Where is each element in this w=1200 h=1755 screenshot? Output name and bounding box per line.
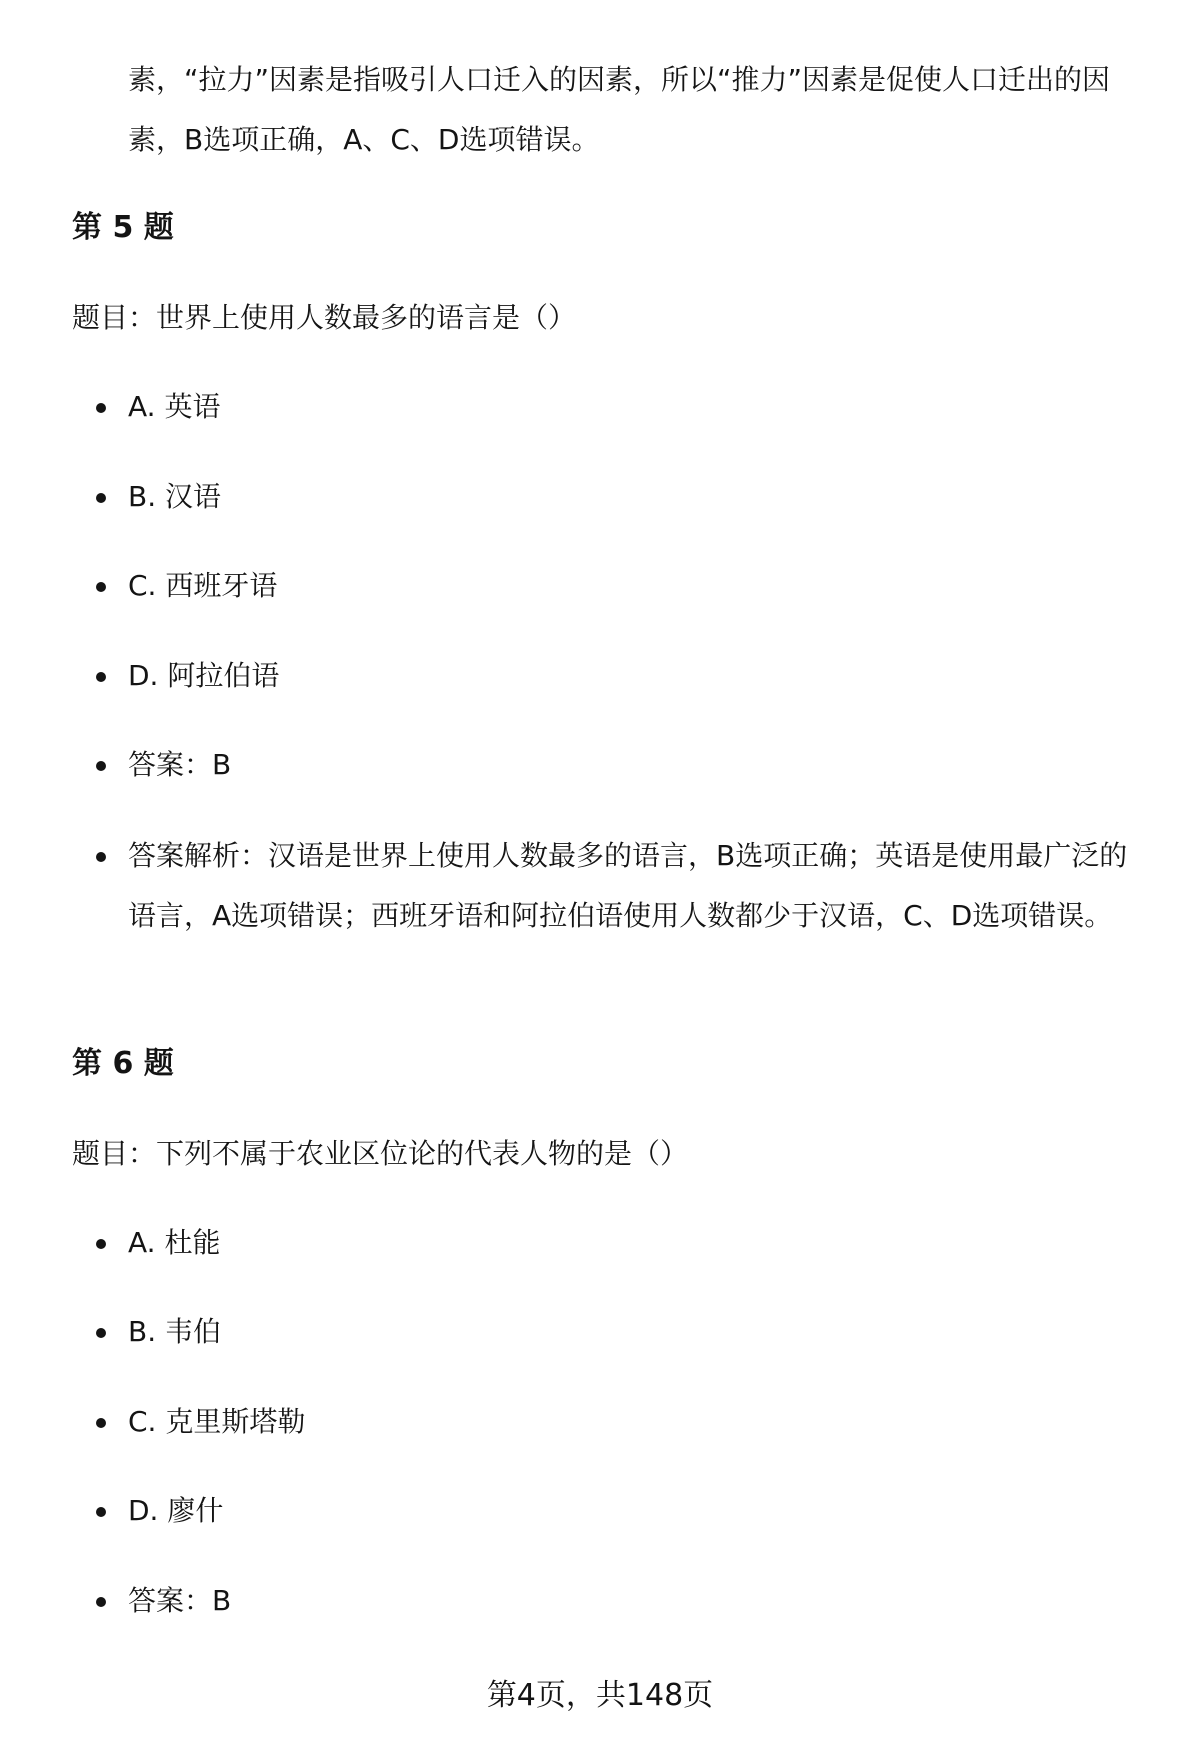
question-5-answer: [96, 745, 1146, 785]
bullet-icon: [96, 1581, 128, 1621]
previous-explanation-continuation: 素，“拉力”因素是指吸引人口迁入的因素，所以“推力”因素是促使人口迁出的因素，B选项正确，A、C、D选项错误。: [128, 63, 1111, 156]
answer-text: 答案：B: [128, 748, 232, 781]
bullet-icon: [96, 566, 128, 606]
page-footer: 第4页，共148页: [486, 1678, 714, 1713]
bullet-icon: [96, 1402, 128, 1442]
option-text: D. 廖什: [128, 1494, 224, 1527]
bullet-icon: [96, 1312, 128, 1352]
question-6-answer: [96, 1581, 1146, 1621]
question-6-option-d: [96, 1491, 1146, 1531]
question-5-option-c: [96, 566, 1146, 606]
question-5-option-b: [96, 477, 1146, 517]
bullet-icon: [96, 1223, 128, 1263]
question-5-option-a: [96, 387, 1146, 427]
option-text: A. 英语: [128, 390, 221, 423]
question-5-option-d: [96, 656, 1146, 696]
bullet-icon: [96, 1491, 128, 1531]
bullet-icon: [96, 826, 128, 886]
question-6-option-b: [96, 1312, 1146, 1352]
option-text: C. 克里斯塔勒: [128, 1405, 306, 1438]
bullet-icon: [96, 387, 128, 427]
question-5-explanation: [96, 826, 1146, 946]
question-6-stem: 题目：下列不属于农业区位论的代表人物的是（）: [72, 1137, 689, 1170]
question-5-stem: 题目：世界上使用人数最多的语言是（）: [72, 301, 577, 334]
option-text: A. 杜能: [128, 1226, 221, 1259]
question-6-option-c: [96, 1402, 1146, 1442]
question-6-option-a: [96, 1223, 1146, 1263]
explanation-text: 答案解析：汉语是世界上使用人数最多的语言，B选项正确；英语是使用最广泛的语言，A选项错误；西班牙语和阿拉伯语使用人数都少于汉语，C、D选项错误。: [128, 839, 1128, 932]
answer-text: 答案：B: [128, 1584, 232, 1617]
bullet-icon: [96, 656, 128, 696]
option-text: C. 西班牙语: [128, 569, 278, 602]
bullet-icon: [96, 745, 128, 785]
option-text: B. 韦伯: [128, 1315, 222, 1348]
question-5-heading: 第 5 题: [72, 210, 174, 245]
option-text: D. 阿拉伯语: [128, 659, 280, 692]
bullet-icon: [96, 477, 128, 517]
question-6-heading: 第 6 题: [72, 1046, 174, 1081]
option-text: B. 汉语: [128, 480, 222, 513]
